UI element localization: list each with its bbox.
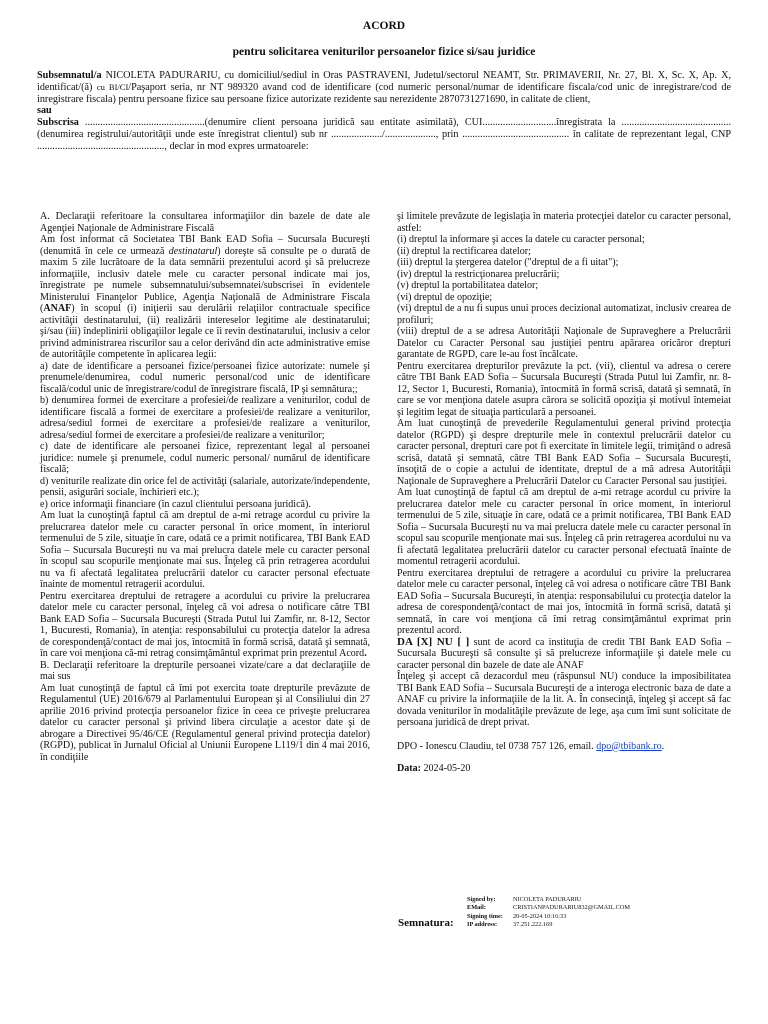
opposition-paragraph: Pentru exercitarea drepturilor prevăzute la pct. (vii), clientul va adresa o cerere către TBI Bank EAD Sofia – Sucursala Bucureşti (Strada Putul lui Zamfir, nr. 8-12, Sector 1, Bucuresti, Romania), întocmită în formă scrisă, datată şi semnată, în care se vor menţiona datele asupra cărora se solicită opoziţia şi motivul întemeiat şi legitim legat de situaţia particulară a persoanei. — [397, 360, 731, 418]
section-a-paragraph-1 — [40, 234, 370, 361]
sau-label: sau — [37, 105, 52, 117]
date-line — [397, 763, 731, 775]
section-a-title: A. Declaraţii referitoare la consultarea informaţiilor din bazele de date ale Agenţiei Naţionale de Administrare Fiscală — [40, 211, 370, 234]
list-item: e) orice informaţii financiare (în cazul clientului persoana juridică). — [40, 498, 311, 510]
list-item: b) denumirea formei de exercitare a profesiei/de realizare a veniturilor, codul de identificare fiscală a formei de exercitare a profesiei/de realizare a veniturilor, adresa/sediul formei de exercitare a profesiei/de realizare a veniturilor, adresa/sediul formei de exercitare a profesiei/de realizare a veniturilor; — [40, 395, 370, 441]
dpo-contact — [397, 741, 731, 753]
ip-address-label: IP address: — [467, 920, 498, 928]
bi-ci-label: cu BI/CI — [96, 81, 129, 92]
a-p1-pre: Am fost informat că Societatea TBI Bank EAD Sofia – Sucursala Bucureşti (denumită în cele ce urmează — [40, 234, 370, 257]
left-column — [40, 211, 370, 763]
signed-by-label: Signed by: — [467, 896, 496, 903]
a-p3-end: . — [364, 648, 367, 659]
date-label: Data: — [397, 763, 421, 774]
right-item: (iii) dreptul la ştergerea datelor ("dreptul de a fi uitat"); — [397, 257, 619, 268]
subsemnatul-label: Subsemnatul/a — [37, 70, 102, 81]
section-b-paragraph-1: Am luat cunoştinţă de faptul că îmi pot exercita toate drepturile prevăzute de Regulamentul (UE) 2016/679 al Parlamentului European şi al Consiliului din 27 aprilie 2016 privind protecţia persoanelor fizice în ceea ce priveşte prelucrarea datelor cu caracter personal şi privind libera circulaţie a acestor date şi de abrogare a Directivei 95/46/CE (Regulamentul general privind protecţia datelor) (RGPD), publicat în Jurnalul Oficial al Uniunii Europene L119/1 din 4 mai 2016, în condiţiile — [40, 682, 370, 763]
consent-choice — [397, 637, 731, 672]
right-item: (iv) dreptul la restricţionarea prelucrării; — [397, 268, 560, 280]
document-subtitle: pentru solicitarea veniturilor persoanelor fizice si/sau juridice — [232, 46, 536, 58]
list-item: a) date de identificare a persoanei fizice/persoanei fizice autorizate: numele şi prenumele/denumirea, codul numeric personal/cod unic de identificare fiscală/codul unic de înregistrare/codul de înregistrare fiscală, IP şi semnătura;; — [40, 360, 370, 395]
right-item: (i) dreptul la informare şi acces la datele cu caracter personal; — [397, 234, 645, 245]
email-label: EMail: — [467, 904, 486, 912]
section-a-paragraph-3 — [40, 591, 370, 660]
da-nu-checkbox: DA [X] NU [ ] — [397, 635, 470, 648]
document-title: ACORD — [362, 20, 406, 32]
rgpd-paragraph: Am luat cunoştinţă de prevederile Regulamentului general privind protecţia datelor (RGPD) şi despre drepturile mele în contextul prelucrării datelor cu caracter personal, drepturi care pot fi exercitate în limitele legii, trimiţând o adresă scrisă, datată şi semnată, către TBI Bank EAD Sofia – Sucursala Bucureşti, însoţită de o copie a actului de identitate, dreptul de a mă adresa Autorităţii Naţionale de Supraveghere a Prelucrării Datelor cu Caracter Personal sau justiţiei. — [397, 418, 731, 487]
list-item: d) veniturile realizate din orice fel de activităţi (salariale, autorizate/independente, pensii, asigurări sociale, închirieri etc.); — [40, 475, 370, 498]
withdrawal-notice-paragraph: Pentru exercitarea dreptului de retragere a acordului cu privire la prelucrarea datelor mele cu caracter personal, înţeleg că voi adresa o notificare către TBI Bank EAD Sofia – Sucursala Bucureşti, în atenţia: responsabilului cu protecţia datelor la adresa de corespondenţă/contact de mai jos, întocmită în formă scrisă, datată şi semnată, în care voi menţiona că îmi retrag consimţământul exprimat prin prezentul acord. — [397, 567, 731, 636]
subscrisa-label: Subscrisa — [37, 117, 79, 129]
signing-time-label: Signing time: — [467, 912, 503, 920]
a-p1-post: ) în scopul (i) iniţierii sau derulării relaţiilor contractuale specifice activităţii destinatarului, (ii) realizării intereselor legitime ale destinatarului; şi/sau (iii) îndeplinirii obligaţiilor legale ce îi revin destinatarului, inclusiv a celor privind administrarea riscurilor sau a celor derivând din acte administrative emise de autorităţile competente în aplicarea legii: — [40, 303, 370, 360]
refusal-paragraph: Înţeleg şi accept că dezacordul meu (răspunsul NU) conduce la imposibilitatea TBI Bank EAD Sofia – Sucursala Bucureşti de a interoga electronic baza de date a ANAF cu privire la informaţiile de la lit. A. În consecinţă, înţeleg şi accept să fac dovada veniturilor în modalităţile prevăzute de lege, aşa cum îmi sunt solicitate de persoana juridică de drept privat. — [397, 671, 731, 728]
subsemnatul-text: NICOLETA PADURARIU, cu domiciliul/sediul in Oras PASTRAVENI, Judetul/sectorul NEAMT, Str. PRIMAVERII, Nr. 27, Bl. X, Sc. X, Ap. X, identificat/(ă) — [37, 70, 731, 93]
a-p1-anaf: ANAF — [43, 303, 72, 314]
client-identification — [37, 70, 731, 153]
signed-by-value: NICOLETA PADURARIU — [513, 896, 582, 903]
signing-time-value: 20-05-2024 10:16:33 — [513, 912, 567, 920]
email-value: CRISTIANPADURARIU832@GMAIL.COM — [513, 904, 630, 912]
right-column — [397, 211, 731, 775]
signature-label: Semnatura: — [398, 917, 454, 929]
a-p1-destinatar: destinatarul — [168, 245, 218, 257]
right-item: (viii) dreptul de a se adresa Autorităţii Naţionale de Supraveghere a Prelucrării Datelor cu Caracter Personal sau justiţiei pentru apărarea oricăror drepturi garantate de RGPD, care le-au fost încălcate. — [397, 326, 731, 360]
dpo-text: DPO - Ionescu Claudiu, tel 0738 757 126, email. — [397, 740, 597, 752]
consent-text: sunt de acord ca instituţia de credit TBI Bank EAD Sofia – Sucursala Bucureşti să consulte şi să prelucreze informaţiile şi datele mele cu caracter personal din bazele de date ale ANAF — [397, 636, 731, 671]
withdrawal-paragraph: Am luat cunoştinţă de faptul că am dreptul de a-mi retrage acordul cu privire la prelucrarea datelor mele cu caracter personal în orice moment, în interiorul termenului de 5 zile, situaţie în care, odată ce a primit notificarea, TBI Bank EAD Sofia – Sucursala Bucureşti nu va mai prelucra datele mele cu caracter personal în scopul sau scopurile menţionate mai sus. Înţeleg că prin retragerea acordului nu va fi afectată legalitatea prelucrării datelor cu caracter personal efectuată înainte de momentul retragerii acordului. — [397, 487, 731, 567]
a-p1-mid: ) doreşte să consulte pe o durată de maxim 5 zile lucrătoare de la data semnării prezentului acord şi să prelucreze informaţiile, inclusiv datele mele cu caracter personal indicate mai jos, înregistrate pe numele subsemnatului/subsemnatei/subscrisei în evidentele Ministerului Finanţelor Publice, Agenţia Naţională de Administrare Fiscala ( — [40, 245, 370, 314]
dpo-email-link[interactable]: dpo@tbibank.ro — [596, 740, 662, 752]
right-item: (vi) dreptul de opoziţie; — [397, 291, 493, 303]
digital-signature-stamp — [467, 896, 630, 929]
section-b-title: B. Declaraţii referitoare la drepturile persoanei vizate/care a dat declaraţiile de mai sus — [40, 659, 370, 682]
rights-intro: şi limitele prevăzute de legislaţia în materia protecţiei datelor cu caracter personal, astfel: — [397, 211, 731, 234]
a-p3-text: Pentru exercitarea dreptului de retragere a acordului cu privire la prelucrarea datelor mele cu caracter personal, înţeleg că voi adresa o notificare către TBI Bank EAD Sofia – Sucursala Bucureşti (Strada Putul lui Zamfir, nr. 8-12, Sector 1, Bucuresti, Romania), în atenţia: responsabilului cu protecţia datelor la adresa de corespondenţă/contact de mai jos, întocmită în formă scrisă, datată şi semnată, în care voi menţiona că-mi retrag consimţământul exprimat prin prezentul Acord — [40, 590, 370, 659]
subsemnatul-text-2: /Paşaport seria, nr NT 989320 avand cod de identificare (cod numeric personal/numar de identificare fiscala/cod unic de inregistrare/cod de inregistrare fiscala) pentru persoane fizice sau persoane fizice autorizate rezidente sau nerezidente 2870731271690, in calitate de client, — [37, 81, 731, 105]
right-item: (v) dreptul la portabilitatea datelor; — [397, 280, 539, 291]
dpo-end: . — [661, 740, 665, 752]
ip-address-value: 37.251.222.169 — [513, 920, 553, 928]
data-categories-list — [40, 361, 370, 511]
right-item: (ii) dreptul la rectificarea datelor; — [397, 245, 531, 257]
section-a-paragraph-2: Am luat la cunoştinţă faptul că am dreptul de a-mi retrage acordul cu privire la prelucrarea datelor mele cu caracter personal în orice moment, în interiorul termenului de 5 zile, situaţie în care, odată ce a primit notificarea, TBI Bank EAD Sofia – Sucursala Bucureşti nu va mai prelucra datele mele cu caracter personal în scopul sau scopurile menţionate mai sus. Înţeleg că prin retragerea acordului nu va fi afectată legalitatea prelucrării datelor cu caracter personal efectuate înainte de momentul retragerii acordului. — [40, 510, 370, 590]
date-value: 2024-05-20 — [421, 763, 471, 774]
right-item: (vi) dreptul de a nu fi supus unui proces decizional automatizat, inclusiv crearea de profiluri; — [397, 303, 731, 326]
list-item: c) date de identificare ale persoanei fizice, reprezentant legal al persoanei juridice: numele şi prenumele, codul numeric personal/ numărul de identificare fiscală; — [40, 441, 370, 475]
subscrisa-text: ...............................................(denumire client persoana juridică sau entitate asimilată), CUI.............................înregistrata la ........................................... (denumirea registrului/autorităţii unde este înregistrat clientul) sub nr ..................../...................., prin .......................................... în calitate de reprezentant legal, CNP .................................................., declar in mod expres urmatoarele: — [37, 117, 731, 152]
